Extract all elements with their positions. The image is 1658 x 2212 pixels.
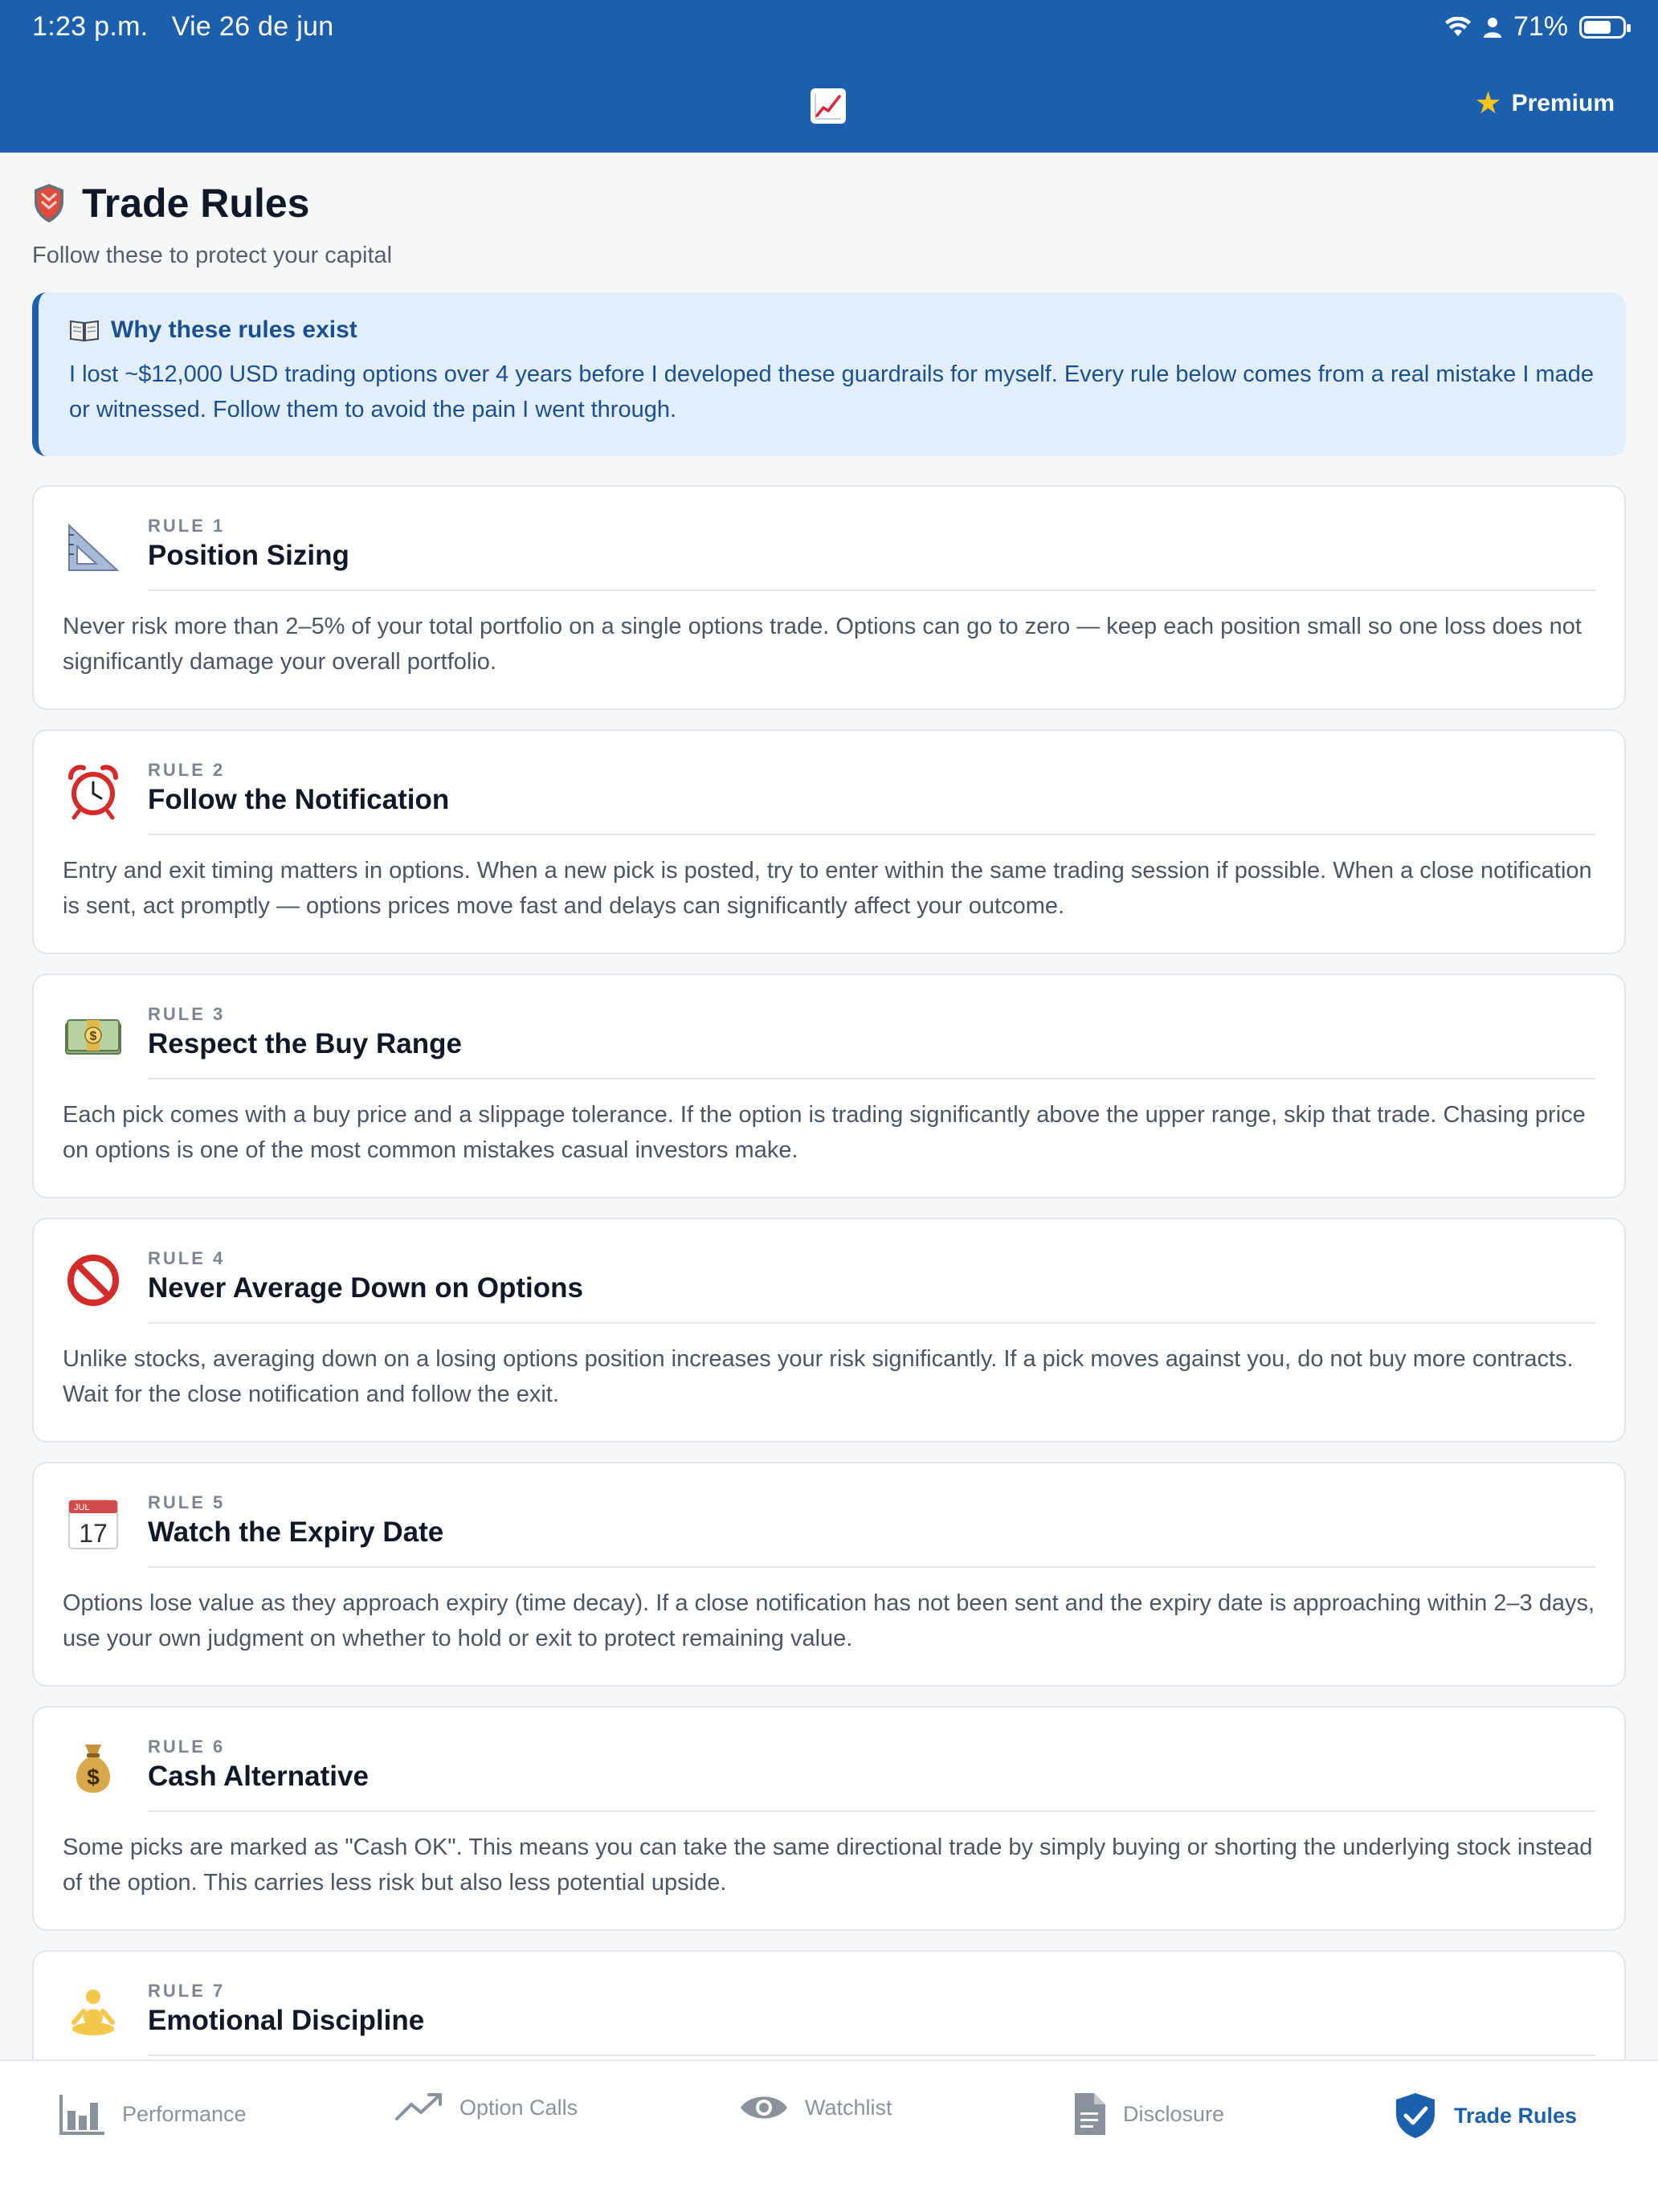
calendar-month: JUL: [74, 1503, 90, 1512]
person-meditating-icon: [64, 1984, 122, 2042]
rule-card-emotional-discipline: [32, 1950, 1626, 2059]
page-subtitle: Follow these to protect your capital: [32, 243, 393, 268]
premium-button[interactable]: [1475, 88, 1615, 119]
wifi-icon: [1444, 17, 1472, 38]
tab-bar: [0, 2059, 1658, 2212]
page-title: Trade Rules: [82, 181, 310, 226]
rule-card-follow-notification: [32, 729, 1626, 954]
battery-tip: [1627, 24, 1631, 32]
rule-title: Respect the Buy Range: [148, 1028, 462, 1059]
rule-divider: [148, 1322, 1595, 1324]
calendar-day: 17: [79, 1519, 108, 1548]
chart-increasing-icon: [811, 88, 846, 124]
rule-number: RULE 6: [148, 1737, 226, 1757]
tab-option-calls[interactable]: [395, 2092, 578, 2124]
rule-card-never-average-down: [32, 1218, 1626, 1443]
tab-disclosure[interactable]: [1072, 2092, 1224, 2136]
tab-disclosure-label: Disclosure: [1123, 2101, 1225, 2126]
rule-number: RULE 1: [148, 516, 226, 536]
status-time: [32, 11, 333, 43]
status-indicators: [1444, 11, 1626, 43]
tab-watchlist-label: Watchlist: [805, 2095, 892, 2120]
rule-body: Some picks are marked as "Cash OK". This means you can take the same directional trade by simply buying or shorting the underlying stock instead of the option. This carries less risk but also less potential upside.: [63, 1834, 1593, 1896]
shield-check-icon: [1393, 2092, 1438, 2140]
dollar-banknote-icon: [64, 1007, 122, 1065]
rule-title: Emotional Discipline: [148, 2005, 425, 2036]
person-icon: [1483, 16, 1502, 39]
bar-chart-icon: [58, 2092, 106, 2136]
rule-divider: [148, 1566, 1595, 1568]
page-header: [32, 180, 1623, 269]
why-title: Why these rules exist: [111, 316, 357, 343]
rule-title: Watch the Expiry Date: [148, 1516, 444, 1548]
rule-body: Options lose value as they approach expiry (time decay). If a close notification has not been sent and the expiry date is approaching within 2–3 days, use your own judgment on whether to hold or exit to protect remaining value.: [63, 1590, 1595, 1651]
rule-title: Position Sizing: [148, 540, 349, 571]
rule-card-buy-range: [32, 973, 1626, 1198]
trending-up-icon: [395, 2092, 443, 2124]
battery-percent: 71%: [1513, 11, 1568, 42]
open-book-icon: [69, 318, 100, 342]
status-date: Vie 26 de jun: [171, 11, 334, 42]
money-bag-icon: [64, 1740, 122, 1798]
shield-icon: [32, 182, 66, 224]
eye-icon: [739, 2092, 789, 2124]
rule-divider: [148, 590, 1595, 591]
star-icon: ★: [1474, 87, 1502, 120]
rule-divider: [148, 834, 1595, 835]
rule-divider: [148, 2055, 1595, 2056]
rule-divider: [148, 1078, 1595, 1079]
svg-text:$: $: [87, 1765, 100, 1790]
prohibited-icon: [64, 1251, 122, 1309]
rule-number: RULE 4: [148, 1248, 226, 1268]
rule-title: Never Average Down on Options: [148, 1272, 583, 1304]
tab-watchlist[interactable]: [739, 2092, 892, 2124]
rule-card-expiry-date: [32, 1462, 1626, 1687]
rule-title: Cash Alternative: [148, 1761, 369, 1792]
tab-option-calls-label: Option Calls: [459, 2095, 578, 2120]
rule-number: RULE 3: [148, 1004, 226, 1024]
why-text: I lost ~$12,000 USD trading options over 4 years before I developed these guardrails for myself. Every rule below comes from a real mistake I made or witnessed. Follow them to avoid the pain I went through.: [69, 361, 1595, 422]
tab-trade-rules-label: Trade Rules: [1454, 2103, 1578, 2128]
svg-text:$: $: [89, 1030, 97, 1043]
rule-number: RULE 2: [148, 760, 226, 780]
app-header: [0, 0, 1658, 153]
why-rules-callout: [32, 292, 1626, 456]
calendar-icon: [64, 1496, 122, 1553]
triangular-ruler-icon: [64, 519, 122, 577]
rule-body: Unlike stocks, averaging down on a losing options position increases your risk significantly. If a pick moves against you, do not buy more contracts. Wait for the close notification and follow the exit.: [63, 1346, 1574, 1407]
document-icon: [1072, 2092, 1107, 2136]
status-clock: 1:23 p.m.: [32, 11, 149, 42]
rule-divider: [148, 1810, 1595, 1812]
alarm-clock-icon: [64, 763, 122, 821]
rule-card-position-sizing: [32, 485, 1626, 710]
tab-trade-rules[interactable]: [1393, 2092, 1577, 2140]
battery-icon: [1579, 16, 1626, 39]
rule-title: Follow the Notification: [148, 784, 450, 815]
premium-label: Premium: [1511, 90, 1615, 116]
main-content[interactable]: [0, 153, 1658, 2059]
tab-performance[interactable]: [58, 2092, 247, 2136]
rule-card-cash-alternative: [32, 1706, 1626, 1931]
battery-fill: [1584, 21, 1611, 34]
tab-performance-label: Performance: [122, 2101, 247, 2126]
rule-body: Each pick comes with a buy price and a slippage tolerance. If the option is trading significantly above the upper range, skip that trade. Chasing price on options is one of the most common mistakes casual investors make.: [63, 1102, 1586, 1163]
rule-number: RULE 5: [148, 1492, 226, 1512]
rule-body: Never risk more than 2–5% of your total portfolio on a single options trade. Options can go to zero — keep each position small so one loss does not significantly damage your overall portfolio.: [63, 614, 1582, 675]
rule-body: Entry and exit timing matters in options. When a new pick is posted, try to enter within the same trading session if possible. When a close notification is sent, act promptly — options prices move fast and delays can significantly affect your outcome.: [63, 858, 1592, 919]
rule-number: RULE 7: [148, 1981, 226, 2001]
